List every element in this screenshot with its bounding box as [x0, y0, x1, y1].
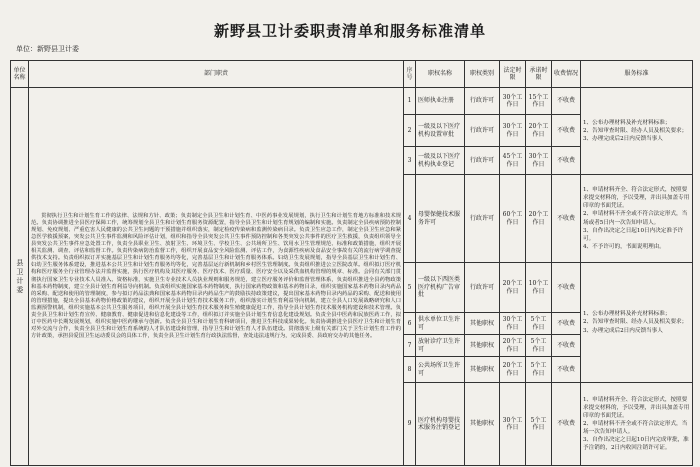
service-standard-group-4 [581, 383, 693, 466]
row-seq: 1 [404, 88, 416, 115]
row-promise-time: 5个工作日 [526, 357, 552, 383]
row-legal-time: 30个工作日 [500, 115, 526, 147]
header-power-name: 职权名称 [416, 61, 465, 88]
row-power-type: 其他职权 [465, 335, 500, 357]
header-fee: 收费情况 [552, 61, 581, 88]
header-dept-duties: 部门职责 [29, 61, 404, 88]
row-power-name: 一级及以下医疗机构设置审批 [416, 115, 465, 147]
std-line: 4、不予许可的，书面说明理由。 [583, 243, 665, 250]
row-power-name: 供水单位卫生许可 [416, 313, 465, 335]
std-line: 2、告知审查时限、经办人员及相关要求； [583, 127, 688, 134]
row-promise-time: 15个工作日 [526, 88, 552, 115]
row-fee: 不收费 [552, 357, 581, 383]
document-title: 新野县卫计委职责清单和服务标准清单 [213, 22, 486, 40]
service-standard-group-2 [581, 175, 693, 263]
std-line: 3、自作出决定之日起10日内决定准予许可。 [583, 227, 684, 242]
std-line: 3、办理完成后2日内反馈当事人 [583, 136, 663, 143]
service-standard-group-1 [581, 88, 693, 175]
std-line: 1、公布办理材料及补充材料标准； [583, 119, 671, 126]
row-promise-time: 30个工作日 [526, 147, 552, 175]
row-legal-time: 30个工作日 [500, 383, 526, 466]
header-unit-name: 单位名称 [11, 61, 29, 88]
unit-name-cell: 县卫计委 [11, 88, 29, 466]
std-line: 3、办理完成后2日内反馈当事人 [583, 327, 663, 334]
std-line: 1、申请材料齐全、符合法定形式，按照要求提交材料的，予以受理，并出具加盖专用印章的书面凭证。 [583, 187, 690, 210]
row-legal-time: 30个工作日 [500, 313, 526, 335]
row-seq: 8 [404, 357, 416, 383]
row-legal-time: 20个工作日 [500, 263, 526, 313]
header-row [11, 61, 693, 88]
row-legal-time: 20个工作日 [500, 335, 526, 357]
row-fee: 不收费 [552, 335, 581, 357]
row-power-name: 母婴保健技术服务许可 [416, 175, 465, 263]
std-line: 1、申请材料齐全、符合法定形式，按照要求提交材料的，予以受理，并出具加盖专用印章的书面凭证。 [583, 396, 690, 419]
row-power-type: 其他职权 [465, 383, 500, 466]
std-line: 2、告知审查时限、经办人员及相关要求； [583, 319, 688, 326]
header-service-std: 服务标准 [581, 61, 693, 88]
row-legal-time: 60个工作日 [500, 175, 526, 263]
row-power-name: 医疗机构母婴技术服务注销登记 [416, 383, 465, 466]
service-standard-group-3 [581, 263, 693, 383]
row-power-type: 其他职权 [465, 313, 500, 335]
row-fee: 不收费 [552, 88, 581, 115]
row-power-type: 行政许可 [465, 88, 500, 115]
row-seq: 7 [404, 335, 416, 357]
std-line: 2、申请材料不齐全或不符合法定形式，当场一次告知申请人。 [583, 420, 688, 436]
row-promise-time: 5个工作日 [526, 335, 552, 357]
header-legal-time: 法定时限 [500, 61, 526, 88]
row-power-name: 一级以下西医类医疗机构广告审批 [416, 263, 465, 313]
row-seq: 5 [404, 263, 416, 313]
header-power-type: 职权类别 [465, 61, 500, 88]
row-fee: 不收费 [552, 115, 581, 147]
row-promise-time: 10个工作日 [526, 263, 552, 313]
row-seq: 2 [404, 115, 416, 147]
std-line: 3、自作出决定之日起10日内完成审批，准予注销的，2日内收回注销许可证。 [583, 437, 689, 452]
row-power-name: 放射诊疗卫生许可 [416, 335, 465, 357]
duty-list-table [10, 60, 693, 466]
row-seq: 9 [404, 383, 416, 466]
row-legal-time: 20个工作日 [500, 357, 526, 383]
row-seq: 3 [404, 147, 416, 175]
row-fee: 不收费 [552, 147, 581, 175]
row-fee: 不收费 [552, 263, 581, 313]
row-power-type: 其他职权 [465, 357, 500, 383]
table-row [11, 88, 693, 115]
row-fee: 不收费 [552, 313, 581, 335]
row-power-name: 医师执业注册 [416, 88, 465, 115]
std-line: 1、公布办理材料及补充材料标准； [583, 311, 671, 318]
row-power-name: 公共场所卫生许可 [416, 357, 465, 383]
row-legal-time: 45个工作日 [500, 147, 526, 175]
unit-label: 单位：新野县卫计委 [16, 45, 79, 53]
row-seq: 6 [404, 313, 416, 335]
row-promise-time: 20个工作日 [526, 175, 552, 263]
row-promise-time: 5个工作日 [526, 313, 552, 335]
row-power-type: 行政许可 [465, 263, 500, 313]
row-power-type: 行政许可 [465, 115, 500, 147]
header-seq: 序号 [404, 61, 416, 88]
row-promise-time: 5个工作日 [526, 383, 552, 466]
row-promise-time: 20个工作日 [526, 115, 552, 147]
row-fee: 不收费 [552, 383, 581, 466]
row-power-type: 行政许可 [465, 175, 500, 263]
row-legal-time: 30个工作日 [500, 88, 526, 115]
row-power-name: 一级及以下医疗机构执业登记 [416, 147, 465, 175]
row-power-type: 行政许可 [465, 147, 500, 175]
header-promise-time: 承诺时限 [526, 61, 552, 88]
dept-duties-text: 贯彻执行卫生和计划生育工作的法律、法规和方针、政策；负责制定全县卫生和计划生育、中医药事业发展规划，执行卫生和计划生育地方标准和技术规范。负责协调推进全县医疗保障工作，统筹规划全县卫生和计划生育服务资源配置，指导全县卫生和计划生育规划的编制和实施。负责制定全县疾病预防控制规划、免疫规划、严重危害人民健康的公共卫生问题的干预措施并组织落实，制定检疫传染病和监测传染病目录。负责卫生应急工作，制定全县卫生应急和紧急医学救援预案，突发公共卫生事件监测和风险评估计划，组织和指导全县突发公共卫生事件预防控制和各类突发公共事件的医疗卫生救援，负责组织领导全县突发公共卫生事件应急处置工作，负责全县职业卫生、放射卫生、环境卫生、学校卫生、公共场所卫生、饮用水卫生管理规范、标准和政策措施，组织开展相关监测、调查、评估和监督工作。负责传染病防治监督工作，组织开展食品安全风险监测、评估工作，为食源性疾病及食品安全事故有关的流行病学调查提供技术支持。负责组织拟订并实施基层卫生和计划生育服务均等化，完善基层卫生和计划生育服务体系。妇幼卫生发展规划，指导全县基层卫生和计划生育、妇幼卫生服务体系建设，推进基本公共卫生和计划生育服务均等化，完善基层运行新机制和乡村医生管理制度。负责组织推进公立医院改革。组织拟订医疗机构和医疗服务全行业管理办法并监督实施，执行医疗机构及其医疗服务、医疗技术、医疗质量、医疗安全以及采供血机构管理的规章、标准。会同有关部门贯彻执行国家卫生专业技术人员准入、资格标准，实施卫生专业技术人员执业规则和服务规范，建立医疗服务评价和监督管理体系，负责组织推进全县药物政策和基本药物制度，建立全县计划生育利益导向机制。负责组织实施国家基本药物制度，执行国家药物政策和基本药物目录，组织实施国家基本药物目录内药品的采购、配送和使用的管理制度，参与拟订药品法典和国家基本药物目录内药品生产的鼓励扶持政策建议，提出国家基本药物目录内药品的采购、配送和使用的管理措施，提出全县基本药物价格政策的建议，组织开展全县计划生育技术服务工作，组织落实计划生育利益导向机制，建立全县人口发展战略研究和人口监测预警机制，组织实施基本公共卫生服务项目，组织开展全县计划生育技术服务和生殖健康促进工作，指导全县计划生育技术服务机构建设和技术管理。负责全县卫生和计划生育宣传、健康教育、健康促进和信息化建设等工作，组织拟订并实施全县计划生育信息化建设规划。负责全县中医药和民族医药工作，拟订中医药中长期发展规划，组织实施中医药继承与创新。负责全县卫生和计划生育科研项目，推进卫生科技成果转化。负责协调推进全县医疗卫生和计划生育对外交流与合作，负责全县卫生和计划生育系统的人才队伍建设和管理，指导卫生和计划生育人才队伍建设。贯彻落实上级有关部门关于卫生计划生育工作的方针政策，承担县爱国卫生运动委员会的具体工作，负责全县卫生计划生育行政执法监督，查处违法违规行为，完成县委、县政府交办的其他任务。 [29, 88, 404, 466]
std-line: 2、申请材料不齐全或不符合法定形式，当场或者5日内一次告知申请人。 [583, 211, 688, 226]
row-fee: 不收费 [552, 175, 581, 263]
row-seq: 4 [404, 175, 416, 263]
